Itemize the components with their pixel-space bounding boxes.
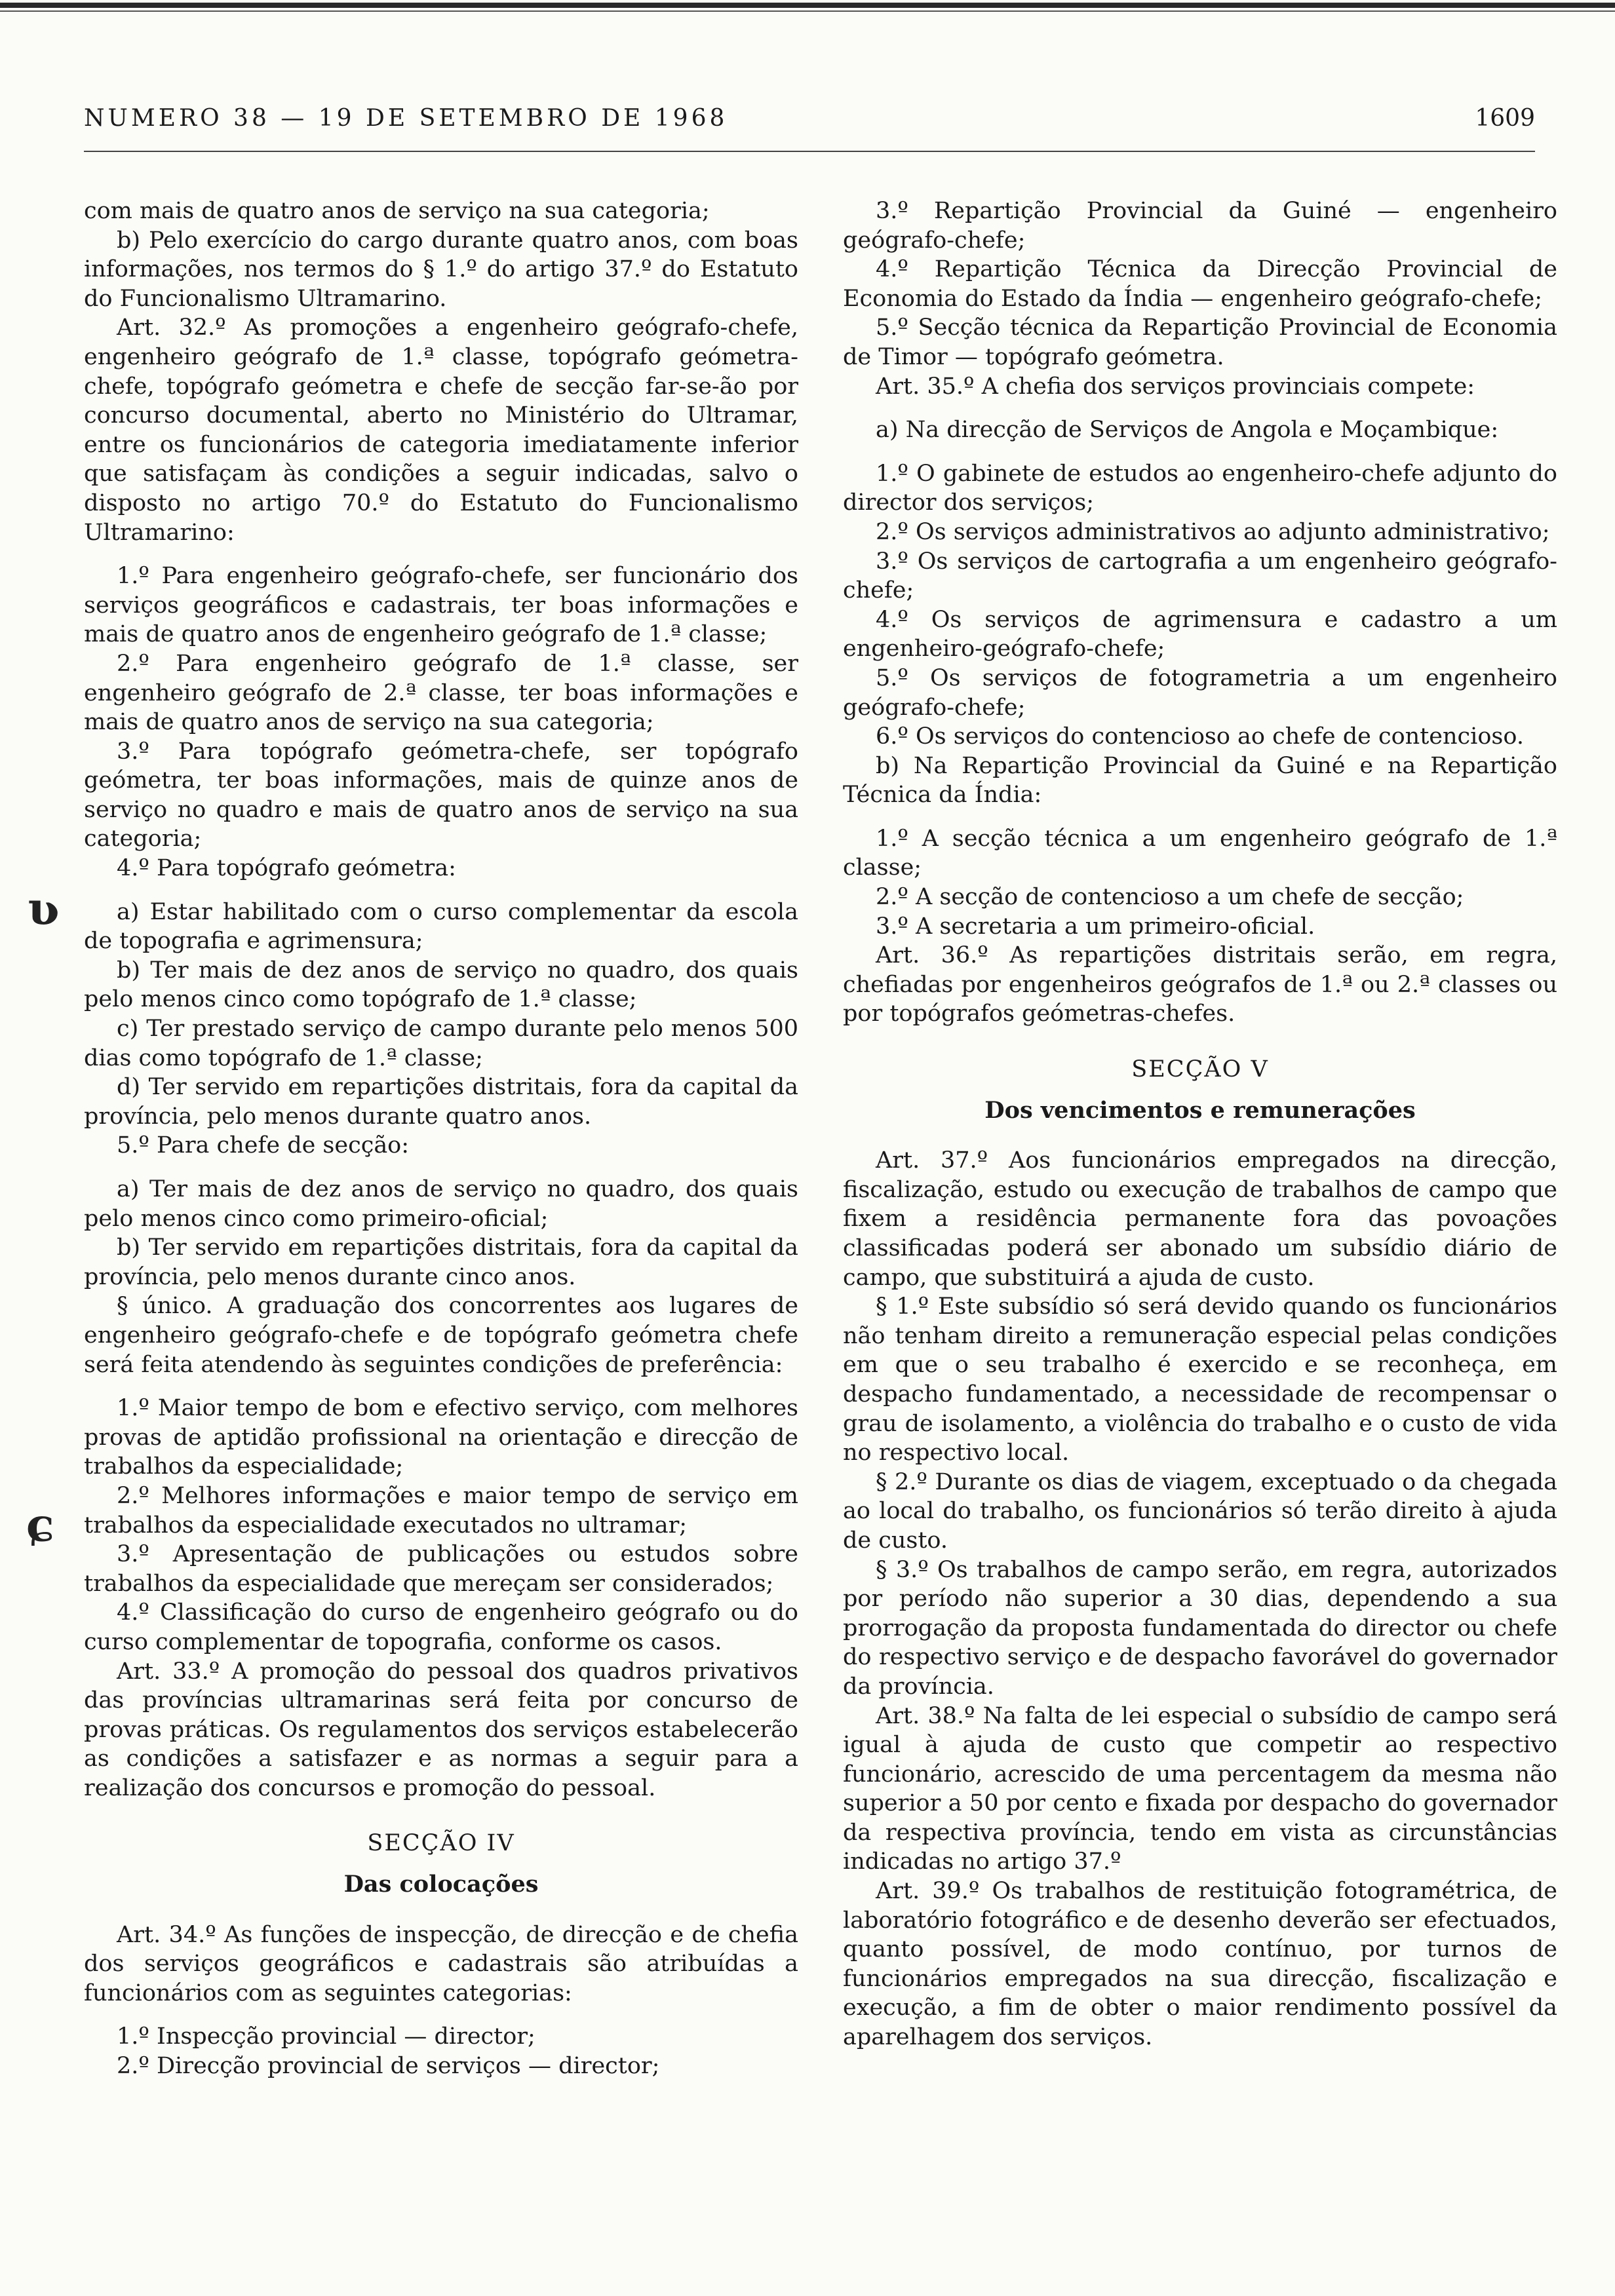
left-paragraph: 2.º Para engenheiro geógrafo de 1.ª classe, ser engenheiro geógrafo de 2.ª classe, ter boas informações e mais de quatro anos de serviço na sua categoria;	[84, 650, 798, 736]
left-paragraph: a) Ter mais de dez anos de serviço no quadro, dos quais pelo menos cinco como primeiro-oficial;	[84, 1176, 798, 1232]
left-paragraph: 1.º Inspecção provincial — director;	[117, 2023, 535, 2050]
left-paragraph: 2.º Direcção provincial de serviços — director;	[117, 2053, 660, 2080]
margin-handwritten-mark: ʋ	[28, 881, 60, 936]
section-title: Dos vencimentos e remunerações	[984, 1096, 1416, 1124]
right-paragraph: § 1.º Este subsídio só será devido quando os funcionários não tenham direito a remuneração especial pelas condições em que o seu trabalho é exercido e se reconheça, em despacho fundamentado, a necessidade de recompensar o grau de isolamento, a violência do trabalho e o custo de vida no respectivo local.	[843, 1293, 1557, 1466]
left-paragraph: 2.º Melhores informações e maior tempo de serviço em trabalhos da especialidade executados no ultramar;	[84, 1482, 798, 1539]
left-paragraph: Art. 32.º As promoções a engenheiro geógrafo-chefe, engenheiro geógrafo de 1.ª classe, topógrafo geómetra-chefe, topógrafo geómetra e chefe de secção far-se-ão por concurso documental, aberto no Ministério do Ultramar, entre os funcionários de categoria imediatamente inferior que satisfaçam às condições a seguir indicadas, salvo o disposto no artigo 70.º do Estatuto do Funcionalismo Ultramarino:	[84, 315, 798, 546]
right-paragraph: 3.º Os serviços de cartografia a um engenheiro geógrafo-chefe;	[843, 548, 1557, 604]
right-paragraph: b) Na Repartição Provincial da Guiné e na Repartição Técnica da Índia:	[843, 752, 1557, 809]
right-paragraph: 1.º O gabinete de estudos ao engenheiro-chefe adjunto do director dos serviços;	[843, 460, 1557, 516]
left-column	[84, 197, 798, 2081]
left-paragraph: 5.º Para chefe de secção:	[117, 1132, 410, 1159]
right-paragraph: 1.º A secção técnica a um engenheiro geógrafo de 1.ª classe;	[843, 825, 1557, 881]
header-rule	[84, 151, 1535, 152]
left-paragraph: § único. A graduação dos concorrentes aos lugares de engenheiro geógrafo-chefe e de topógrafo geómetra chefe será feita atendendo às seguintes condições de preferência:	[84, 1293, 798, 1378]
margin-stamp-mark: ɕ	[26, 1497, 54, 1552]
right-paragraph: 3.º A secretaria a um primeiro-oficial.	[876, 913, 1315, 940]
right-paragraph: 5.º Secção técnica da Repartição Provincial de Economia de Timor — topógrafo geómetra.	[843, 315, 1557, 370]
page-number: 1609	[1475, 105, 1535, 132]
left-paragraph: 1.º Maior tempo de bom e efectivo serviço, com melhores provas de aptidão profissional na orientação e direcção de trabalhos da especialidade;	[84, 1395, 798, 1480]
right-paragraph: 5.º Os serviços de fotogrametria a um engenheiro geógrafo-chefe;	[843, 664, 1557, 721]
right-paragraph: 2.º Os serviços administrativos ao adjunto administrativo;	[876, 518, 1550, 545]
left-paragraph: Art. 33.º A promoção do pessoal dos quadros privativos das províncias ultramarinas será feita por concurso de provas práticas. Os regulamentos dos serviços estabelecerão as condições a satisfazer e as normas a seguir para a realização dos concursos e promoção do pessoal.	[84, 1658, 798, 1801]
left-paragraph: 3.º Apresentação de publicações ou estudos sobre trabalhos da especialidade que mereçam ser considerados;	[84, 1541, 798, 1597]
right-paragraph: a) Na direcção de Serviços de Angola e Moçambique:	[876, 417, 1499, 444]
top-border-rule	[0, 3, 1615, 8]
left-paragraph: b) Ter mais de dez anos de serviço no quadro, dos quais pelo menos cinco como topógrafo de 1.ª classe;	[84, 957, 798, 1013]
right-paragraph: § 2.º Durante os dias de viagem, exceptuado o da chegada ao local do trabalho, os funcionários só terão direito à ajuda de custo.	[843, 1468, 1557, 1554]
right-column	[843, 197, 1557, 2052]
right-paragraph: 6.º Os serviços do contencioso ao chefe de contencioso.	[876, 723, 1524, 750]
issue-date: NUMERO 38 — 19 DE SETEMBRO DE 1968	[84, 105, 728, 132]
left-paragraph: 4.º Classificação do curso de engenheiro geógrafo ou do curso complementar de topografia, conforme os casos.	[84, 1599, 798, 1655]
right-paragraph: 4.º Os serviços de agrimensura e cadastro a um engenheiro-geógrafo-chefe;	[843, 606, 1557, 662]
left-paragraph: a) Estar habilitado com o curso complementar da escola de topografia e agrimensura;	[84, 898, 798, 955]
left-paragraph: b) Pelo exercício do cargo durante quatro anos, com boas informações, nos termos do § 1.º do artigo 37.º do Estatuto do Funcionalismo Ultramarino.	[84, 227, 798, 312]
top-border-rule-thin	[0, 10, 1615, 12]
right-paragraph: 4.º Repartição Técnica da Direcção Provincial de Economia do Estado da Índia — engenheiro geógrafo-chefe;	[843, 256, 1557, 312]
left-paragraph: b) Ter servido em repartições distritais, fora da capital da província, pelo menos durante cinco anos.	[84, 1234, 798, 1290]
right-paragraph: Art. 36.º As repartições distritais serão, em regra, chefiadas por engenheiros geógrafos de 1.ª ou 2.ª classes ou por topógrafos geómetras-chefes.	[843, 942, 1557, 1027]
left-paragraph: d) Ter servido em repartições distritais, fora da capital da província, pelo menos durante quatro anos.	[84, 1074, 798, 1130]
right-paragraph: Art. 39.º Os trabalhos de restituição fotogramétrica, de laboratório fotográfico e de desenho deverão ser efectuados, quanto possível, de modo contínuo, por turnos de funcionários empregados na sua direcção, fiscalização e execução, a fim de obter o maior rendimento possível da aparelhagem dos serviços.	[843, 1878, 1557, 2051]
right-paragraph: Art. 37.º Aos funcionários empregados na direcção, fiscalização, estudo ou execução de trabalhos de campo que fixem a residência permanente fora das povoações classificadas poderá ser abonado um subsídio diário de campo, que substituirá a ajuda de custo.	[843, 1147, 1557, 1291]
section-title: Das colocações	[343, 1871, 539, 1898]
page-header	[84, 105, 1535, 144]
left-paragraph: 4.º Para topógrafo geómetra:	[117, 855, 456, 882]
right-paragraph: Art. 35.º A chefia dos serviços provinciais compete:	[876, 373, 1475, 400]
left-paragraph: 3.º Para topógrafo geómetra-chefe, ser topógrafo geómetra, ter boas informações, mais de quinze anos de serviço no quadro e mais de quatro anos de serviço na sua categoria;	[84, 738, 798, 852]
left-paragraph: com mais de quatro anos de serviço na sua categoria;	[84, 198, 710, 224]
section-heading: SECÇÃO V	[1131, 1056, 1269, 1083]
right-paragraph: § 3.º Os trabalhos de campo serão, em regra, autorizados por período não superior a 30 dias, dependendo a sua prorrogação da proposta fundamentada do director ou chefe do respectivo serviço e de despacho favorável do governador da província.	[843, 1556, 1557, 1700]
left-paragraph: 1.º Para engenheiro geógrafo-chefe, ser funcionário dos serviços geográficos e cadastrais, ter boas informações e mais de quatro anos de engenheiro geógrafo de 1.ª classe;	[84, 563, 798, 648]
left-paragraph: Art. 34.º As funções de inspecção, de direcção e de chefia dos serviços geográficos e cadastrais são atribuídas a funcionários com as seguintes categorias:	[84, 1921, 798, 2006]
right-paragraph: Art. 38.º Na falta de lei especial o subsídio de campo será igual à ajuda de custo que competir ao respectivo funcionário, acrescido de uma percentagem da mesma não superior a 50 por cento e fixada por despacho do governador da respectiva província, tendo em vista as circunstâncias indicadas no artigo 37.º	[843, 1702, 1557, 1875]
right-paragraph: 3.º Repartição Provincial da Guiné — engenheiro geógrafo-chefe;	[843, 198, 1557, 254]
section-heading: SECÇÃO IV	[367, 1830, 515, 1857]
left-paragraph: c) Ter prestado serviço de campo durante pelo menos 500 dias como topógrafo de 1.ª classe;	[84, 1016, 798, 1071]
right-paragraph: 2.º A secção de contencioso a um chefe de secção;	[876, 884, 1464, 911]
